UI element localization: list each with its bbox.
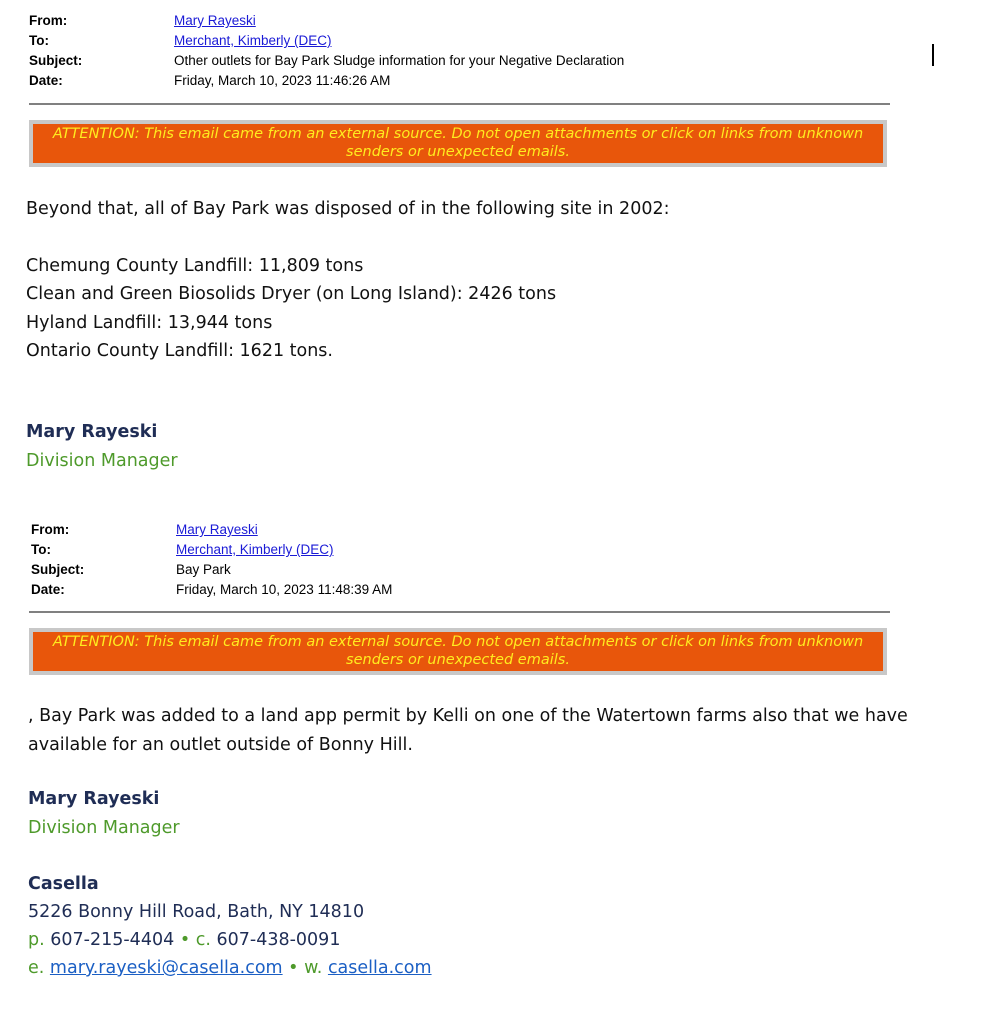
body-line-2: available for an outlet outside of Bonny Hill.: [28, 734, 413, 755]
date-row: [31, 580, 392, 600]
from-link[interactable]: Mary Rayeski: [176, 522, 258, 537]
subject-label: Subject:: [31, 562, 85, 577]
text-cursor: [932, 44, 934, 66]
date-label: Date:: [31, 582, 65, 597]
signature-contacts: [28, 958, 432, 978]
signature-name: Mary Rayeski: [28, 789, 160, 809]
signature-title: Division Manager: [28, 818, 180, 838]
site-item: Clean and Green Biosolids Dryer (on Long Island): 2426 tons: [26, 284, 557, 304]
email2-header: [31, 520, 392, 600]
to-row: [29, 31, 624, 51]
body-line-1: , Bay Park was added to a land app permit by Kelli on one of the Watertown farms also that we have: [28, 706, 908, 726]
site-item: Hyland Landfill: 13,944 tons: [26, 312, 273, 333]
email1-body: [26, 195, 670, 366]
banner-line-2: senders or unexpected emails.: [346, 652, 570, 668]
from-label: From:: [29, 13, 68, 28]
web-prefix: w.: [304, 958, 323, 978]
email1-header: [29, 11, 624, 91]
phone-number: 607-215-4404: [50, 930, 175, 950]
bullet-separator: •: [288, 958, 299, 978]
subject-value: Bay Park: [176, 562, 231, 577]
subject-label: Subject:: [29, 53, 83, 68]
date-row: [29, 71, 624, 91]
intro-text: Beyond that, all of Bay Park was disposed of in the following site in 2002:: [26, 199, 670, 219]
site-item: Chemung County Landfill: 11,809 tons: [26, 255, 364, 276]
external-warning-banner: [29, 120, 887, 167]
to-label: To:: [31, 542, 51, 557]
banner-line-1: ATTENTION: This email came from an external source. Do not open attachments or click on links from unknown: [52, 126, 864, 142]
from-label: From:: [31, 522, 70, 537]
site-item: Ontario County Landfill: 1621 tons.: [26, 341, 333, 361]
website-link[interactable]: casella.com: [327, 958, 432, 978]
banner-line-2: senders or unexpected emails.: [346, 144, 570, 160]
cell-number: 607-438-0091: [216, 930, 341, 950]
header-divider: [29, 611, 890, 613]
signature-name: Mary Rayeski: [26, 422, 158, 442]
to-link[interactable]: Merchant, Kimberly (DEC): [176, 542, 334, 557]
date-value: Friday, March 10, 2023 11:46:26 AM: [174, 73, 391, 88]
signature-company: Casella: [28, 874, 99, 894]
phone-prefix: p.: [28, 930, 45, 950]
external-warning-banner: [29, 628, 887, 675]
cell-prefix: c.: [195, 930, 211, 950]
to-link[interactable]: Merchant, Kimberly (DEC): [174, 33, 332, 48]
from-row: [31, 520, 392, 540]
signature-phones: [28, 930, 340, 950]
subject-value: Other outlets for Bay Park Sludge information for your Negative Declaration: [174, 53, 625, 68]
subject-row: [29, 51, 624, 71]
date-label: Date:: [29, 73, 63, 88]
email-link[interactable]: mary.rayeski@casella.com: [49, 958, 283, 978]
signature-address: 5226 Bonny Hill Road, Bath, NY 14810: [28, 902, 365, 922]
to-label: To:: [29, 33, 49, 48]
bullet-separator: •: [179, 930, 191, 950]
header-divider: [29, 103, 890, 105]
to-row: [31, 540, 392, 560]
banner-line-1: ATTENTION: This email came from an external source. Do not open attachments or click on links from unknown: [52, 634, 864, 650]
email-prefix: e.: [28, 958, 45, 978]
email2-body: [28, 702, 908, 759]
date-value: Friday, March 10, 2023 11:48:39 AM: [176, 582, 393, 597]
from-row: [29, 11, 624, 31]
from-link[interactable]: Mary Rayeski: [174, 13, 256, 28]
signature-title: Division Manager: [26, 451, 178, 471]
subject-row: [31, 560, 392, 580]
